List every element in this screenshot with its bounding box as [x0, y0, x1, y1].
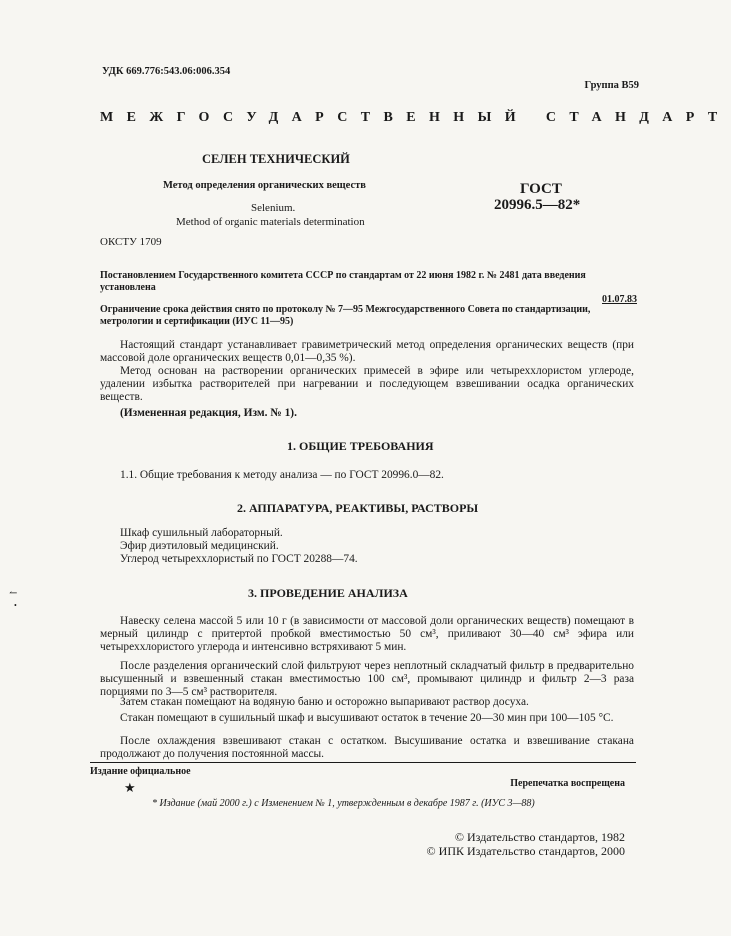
procedure-paragraph-5 — [100, 735, 634, 761]
section-2-heading: 2. АППАРАТУРА, РЕАКТИВЫ, РАСТВОРЫ — [237, 501, 479, 515]
section-1-text: 1.1. Общие требования к методу анализа — по ГОСТ 20996.0—82. — [120, 469, 444, 481]
amendment-note — [100, 407, 634, 420]
latin-title: Selenium. — [251, 202, 296, 214]
apparatus-item: Шкаф сушильный лабораторный. — [120, 527, 283, 539]
decree-text: Постановлением Государственного комитета СССР по стандартам от 22 июня 1982 г. № 2481 дата введения установлена — [100, 270, 586, 293]
amendment-note-text: (Измененная редакция, Изм. № 1). — [120, 407, 297, 419]
procedure-paragraph-3 — [100, 696, 634, 709]
official-edition-label: Издание официальное — [90, 766, 191, 777]
procedure-p5-text: После охлаждения взвешивают стакан с остатком. Высушивание остатка и взвешивание стакана продолжают до получения постоянной массы. — [100, 735, 634, 761]
apparatus-item: Эфир диэтиловый медицинский. — [120, 540, 279, 553]
intro-p2-text: Метод основан на растворении органических примесей в эфире или четыреххлористом углероде, удалении избытка растворителей при нагревании и последующем взвешивании осадка органических веществ. — [100, 365, 634, 404]
document-title: СЕЛЕН ТЕХНИЧЕСКИЙ — [202, 152, 350, 166]
section-1-heading: 1. ОБЩИЕ ТРЕБОВАНИЯ — [287, 439, 434, 453]
procedure-paragraph-4 — [100, 712, 634, 725]
decree-date: 01.07.83 — [602, 294, 637, 305]
margin-dot-icon: • — [14, 601, 17, 610]
intro-paragraph-2 — [100, 365, 634, 405]
reprint-prohibited-label: Перепечатка воспрещена — [510, 778, 625, 789]
interstate-standard-heading: МЕЖГОСУДАРСТВЕННЫЙ СТАНДАРТ — [100, 110, 731, 125]
procedure-paragraph-1 — [100, 615, 634, 655]
apparatus-item: Углерод четыреххлористый по ГОСТ 20288—74. — [120, 553, 358, 566]
star-icon: ★ — [124, 780, 136, 795]
okstu-code: ОКСТУ 1709 — [100, 236, 162, 248]
gost-number: 20996.5—82* — [494, 197, 581, 213]
copyright-2000: © ИПК Издательство стандартов, 2000 — [426, 844, 625, 858]
latin-subtitle: Method of organic materials determination — [176, 216, 365, 228]
margin-mark-icon: ↼ — [9, 588, 18, 599]
procedure-p2-text: После разделения органический слой фильтруют через неплотный складчатый фильтр в предварительно высушенный и взвешенный стакан вместимостью 100 см³, промывают цилиндр и фильтр 2—3 раза порциями по 3—5 см³ растворителя. — [100, 660, 634, 699]
document-subtitle: Метод определения органических веществ — [163, 180, 366, 191]
limit-note: Ограничение срока действия снято по протоколу № 7—95 Межгосударственного Совета по стандартизации, метрологии и сертификации (ИУС 11—95) — [100, 304, 591, 327]
procedure-paragraph-2 — [100, 660, 634, 700]
gost-label: ГОСТ — [520, 181, 562, 197]
procedure-p3-text: Затем стакан помещают на водяную баню и осторожно выпаривают раствор досуха. — [120, 696, 529, 708]
intro-p1-text: Настоящий стандарт устанавливает гравиметрический метод определения органических веществ (при массовой доле органических веществ 0,01—0,35 %). — [100, 339, 634, 365]
edition-note: * Издание (май 2000 г.) с Изменением № 1, утвержденным в декабре 1987 г. (ИУС 3—88) — [152, 798, 535, 809]
copyright-1982: © Издательство стандартов, 1982 — [454, 830, 625, 844]
procedure-p4-text: Стакан помещают в сушильный шкаф и высушивают остаток в течение 20—30 мин при 100—105 °С. — [120, 712, 614, 724]
section-3-heading: 3. ПРОВЕДЕНИЕ АНАЛИЗА — [248, 586, 408, 600]
apparatus-list — [120, 527, 358, 567]
procedure-p1-text: Навеску селена массой 5 или 10 г (в зависимости от массовой доли органических веществ) помещают в мерный цилиндр с притертой пробкой вместимостью 50 см³, приливают 30—40 см³ эфира или четыреххлористого углерода и интенсивно встряхивают 5 мин. — [100, 615, 634, 654]
group-code: Группа В59 — [584, 80, 639, 91]
footer-divider — [90, 762, 636, 763]
intro-paragraph-1 — [100, 339, 634, 365]
udk-code: УДК 669.776:543.06:006.354 — [102, 66, 231, 77]
